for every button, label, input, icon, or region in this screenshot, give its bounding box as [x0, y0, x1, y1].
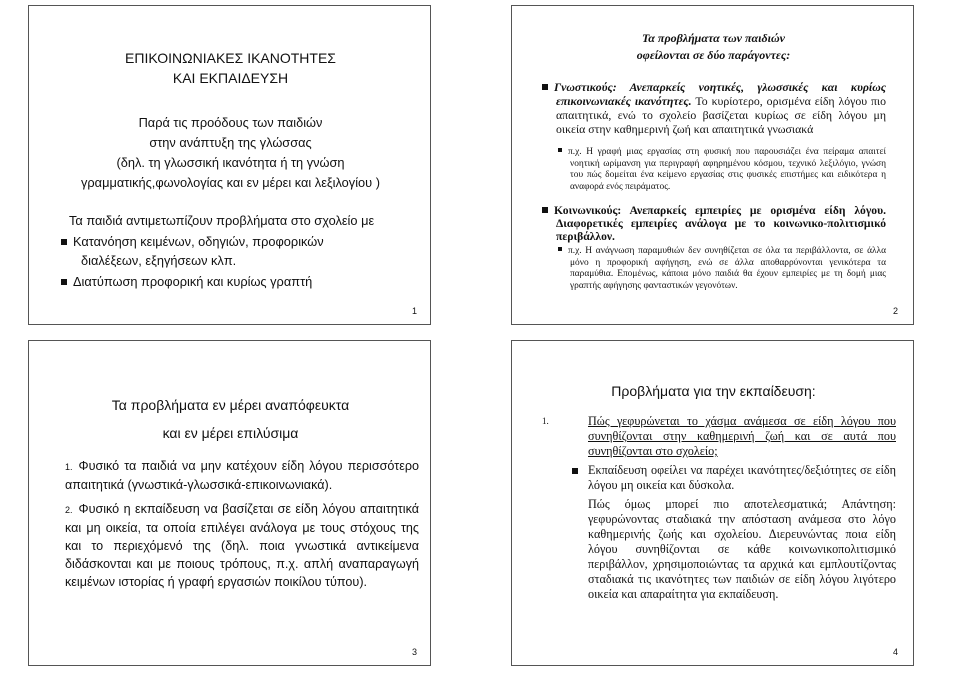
- bullet-continuation: διαλέξεων, εξηγήσεων κλπ.: [81, 253, 237, 268]
- answer-paragraph: Πώς όμως μπορεί πιο αποτελεσματικά; Απάντηση: γεφυρώνοντας σταδιακά την απόσταση ανάμεσα στο λόγο καθημερινής ζωής και σχολείου. Διερευνώντας ποια είδη λόγου συνηθίζονται σε κάθε κοινωνικοπολιτισμικό περιβάλλον, χρησιμοποιώντας τα αρχικά και εμπλουτίζοντας σταδιακά τις ικανότητες των παιδιών σε είδη λόγου λιγότερο οικεία και απαραίτητα για εκπαίδευση.: [588, 497, 896, 601]
- slide-4: [511, 340, 914, 666]
- slide-2-title: [512, 30, 915, 64]
- slide-2: [511, 5, 914, 325]
- question-item: [542, 414, 896, 459]
- small-square-bullet-icon: [558, 148, 562, 152]
- square-bullet-icon: [542, 84, 548, 90]
- bullet-bold-text: Γνωστικούς: Ανεπαρκείς νοητικές, γλωσσικές και κυρίως επικοινωνιακές ικανότητες.: [554, 80, 886, 108]
- lead-text: Τα παιδιά αντιμετωπίζουν προβλήματα στο σχολείο με: [69, 213, 375, 228]
- slide-1-intro: [29, 113, 432, 193]
- bullet-text: Κοινωνικούς: Ανεπαρκείς εμπειρίες με ορισμένα είδη λόγου. Διαφορετικές εμπειρίες ανάλογα με το κοινωνικο-πολιτισμικό περιβάλλον.: [554, 204, 886, 243]
- title-line: και εν μέρει επιλύσιμα: [162, 425, 299, 441]
- bullet-text: Διατύπωση προφορική και κυρίως γραπτή: [73, 274, 313, 289]
- item-text: Φυσικό η εκπαίδευση να βασίζεται σε είδη λόγου απαιτητικά και μη οικεία, τα οποία επιλέγει ανάλογα με τους στόχους της και το περιεχόμενό της (δηλ. ποια γνωστικά αντικείμενα διδάσκονται και με ποιους τρόπους, π.χ. απλή αναπαραγωγή κειμένων ιστορίας ή γραφή εργασιών ποικίλου τύπου).: [65, 502, 419, 589]
- question-text: Πώς γεφυρώνεται το χάσμα ανάμεσα σε είδη λόγου που συνηθίζονται στην καθημερινή ζωή και σε αυτά που συνηθίζονται στο σχολείο;: [588, 414, 896, 458]
- intro-line: γραμματικής,φωνολογίας και εν μέρει και λεξιλογίου ): [81, 175, 380, 190]
- numbered-item: [65, 500, 419, 591]
- bullet-social: [556, 204, 886, 243]
- slide-3-list: [65, 457, 419, 593]
- bullet-text: Το κυρίοτερο, ορισμένα είδη λόγου πιο απαιτητικά, ενώ το σχολείο βασίζεται κυρίως σε είδη λόγου μη οικεία στην καθημερινή ζωή και απαιτητικά γνωσιακά: [556, 94, 887, 136]
- sub-bullet-example-1: [570, 147, 886, 193]
- square-bullet-icon: [61, 239, 67, 245]
- slide-1: [28, 5, 431, 325]
- slide-3: [28, 340, 431, 666]
- page-number: 1: [412, 306, 418, 316]
- square-bullet-icon: [542, 207, 548, 213]
- bullet-item: [61, 232, 324, 252]
- item-number: 1.: [65, 462, 73, 472]
- intro-line: στην ανάπτυξη της γλώσσας: [149, 135, 312, 150]
- slide-4-body: [542, 414, 896, 606]
- slide-3-title: [29, 391, 432, 447]
- item-number: 2.: [65, 505, 73, 515]
- intro-line: Παρά τις προόδους των παιδιών: [138, 115, 323, 130]
- slide-4-title: Προβλήματα για την εκπαίδευση:: [611, 383, 816, 399]
- intro-line: (δηλ. τη γλωσσική ικανότητα ή τη γνώση: [116, 155, 345, 170]
- sub-bullet-text: π.χ. Η γραφή μιας εργασίας στη φυσική που παρουσιάζει ένα πείραμα απαιτεί νοητική ωρίμανση για περιγραφή αφηρημένου κόσμου, τεχνικό λεξιλόγιο, γνώση του πώς δομείται ένα κείμενο εργασίας στις φυσικές επιστήμες και ειδικότερα η αναφορά ενός πειράματος.: [568, 147, 886, 192]
- item-number: 1.: [542, 416, 549, 426]
- bullet-cognitive: [556, 80, 886, 136]
- bullet-item: [542, 463, 896, 493]
- slide-1-title: [29, 48, 432, 88]
- sub-bullet-text: π.χ. Η ανάγνωση παραμυθιών δεν συνηθίζεται σε όλα τα περιβάλλοντα, σε άλλα μόνο η προφορική αφήγηση, ενώ σε άλλα αποθαρρύνονται γενικότερα τα παραμύθια. Επομένως, κάποια μόνο παιδιά θα έχουν εμπειρίες με τη δομή μιας γραπτής αφήγησης φανταστικών γεγονότων.: [568, 246, 886, 291]
- small-square-bullet-icon: [558, 247, 562, 251]
- title-line: ΕΠΙΚΟΙΝΩΝΙΑΚΕΣ ΙΚΑΝΟΤΗΤΕΣ: [125, 50, 336, 66]
- square-bullet-icon: [572, 468, 578, 474]
- title-line: Τα προβλήματα των παιδιών: [642, 31, 785, 45]
- page-number: 3: [412, 647, 418, 657]
- numbered-item: [65, 457, 419, 494]
- page-number: 2: [893, 306, 899, 316]
- title-line: Τα προβλήματα εν μέρει αναπόφευκτα: [111, 397, 350, 413]
- page-number: 4: [893, 647, 899, 657]
- bullet-text: Κατανόηση κειμένων, οδηγιών, προφορικών: [73, 234, 324, 249]
- item-text: Φυσικό τα παιδιά να μην κατέχουν είδη λόγου περισσότερο απαιτητικά (γνωστικά-γλωσσικά-επικοινωνιακά).: [65, 459, 419, 492]
- sub-bullet-example-2: [570, 246, 886, 292]
- square-bullet-icon: [61, 279, 67, 285]
- bullet-text: Εκπαίδευση οφείλει να παρέχει ικανότητες/δεξιότητες σε είδη λόγου μη οικεία και δύσκολα.: [588, 463, 896, 492]
- title-line: οφείλονται σε δύο παράγοντες:: [636, 48, 791, 62]
- bullet-item: [61, 272, 312, 292]
- title-line: ΚΑΙ ΕΚΠΑΙΔΕΥΣΗ: [172, 70, 289, 86]
